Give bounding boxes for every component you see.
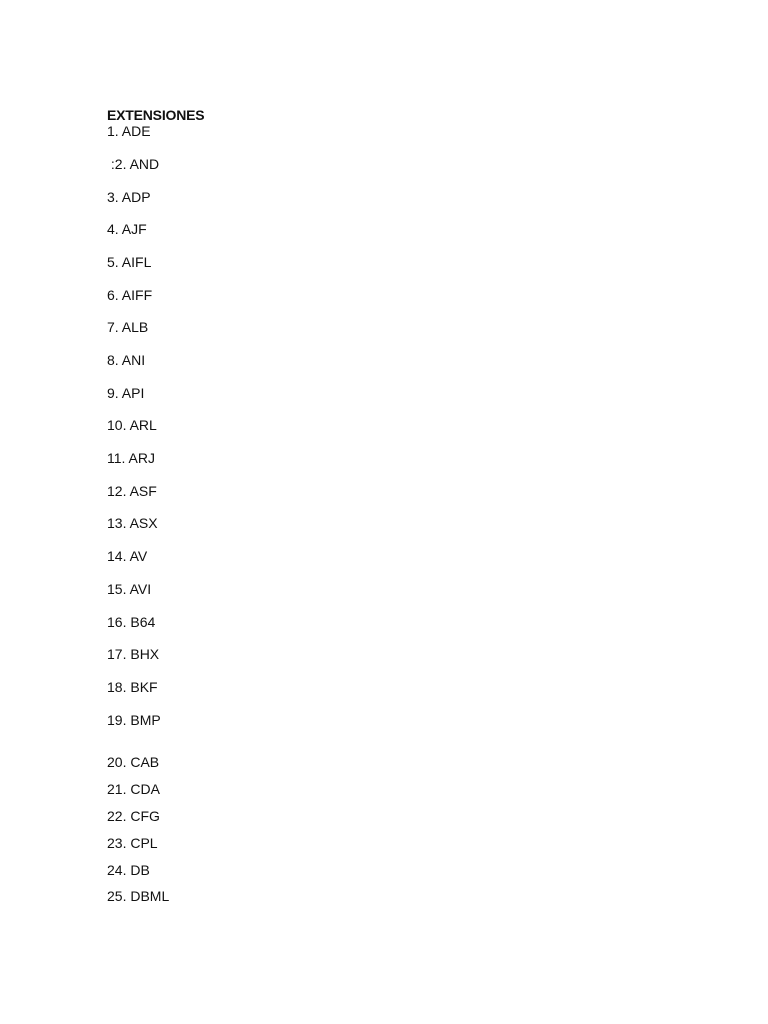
list-item: 7. ALB — [107, 319, 149, 335]
list-item: :2. AND — [107, 156, 160, 172]
list-item: 15. AVI — [107, 581, 152, 597]
list-item: 22. CFG — [107, 808, 160, 824]
list-item: 13. ASX — [107, 515, 158, 531]
list-item: 16. B64 — [107, 614, 156, 630]
list-item: 17. BHX — [107, 646, 160, 662]
list-item: 24. DB — [107, 862, 150, 878]
list-item: 11. ARJ — [107, 450, 155, 466]
list-item: 6. AIFF — [107, 287, 153, 303]
list-item: 23. CPL — [107, 835, 158, 851]
document-heading: EXTENSIONES — [107, 107, 205, 123]
list-item: 10. ARL — [107, 417, 157, 433]
list-item: 25. DBML — [107, 888, 170, 904]
list-item: 1. ADE — [107, 123, 151, 139]
list-item: 8. ANI — [107, 352, 146, 368]
list-item: 19. BMP — [107, 712, 161, 728]
list-item: 4. AJF — [107, 221, 147, 237]
list-item: 14. AV — [107, 548, 148, 564]
list-item: 3. ADP — [107, 189, 151, 205]
list-item: 21. CDA — [107, 781, 160, 797]
list-item: 12. ASF — [107, 483, 157, 499]
list-item: 20. CAB — [107, 754, 160, 770]
list-item: 18. BKF — [107, 679, 158, 695]
list-item: 5. AIFL — [107, 254, 152, 270]
list-item: 9. API — [107, 385, 145, 401]
